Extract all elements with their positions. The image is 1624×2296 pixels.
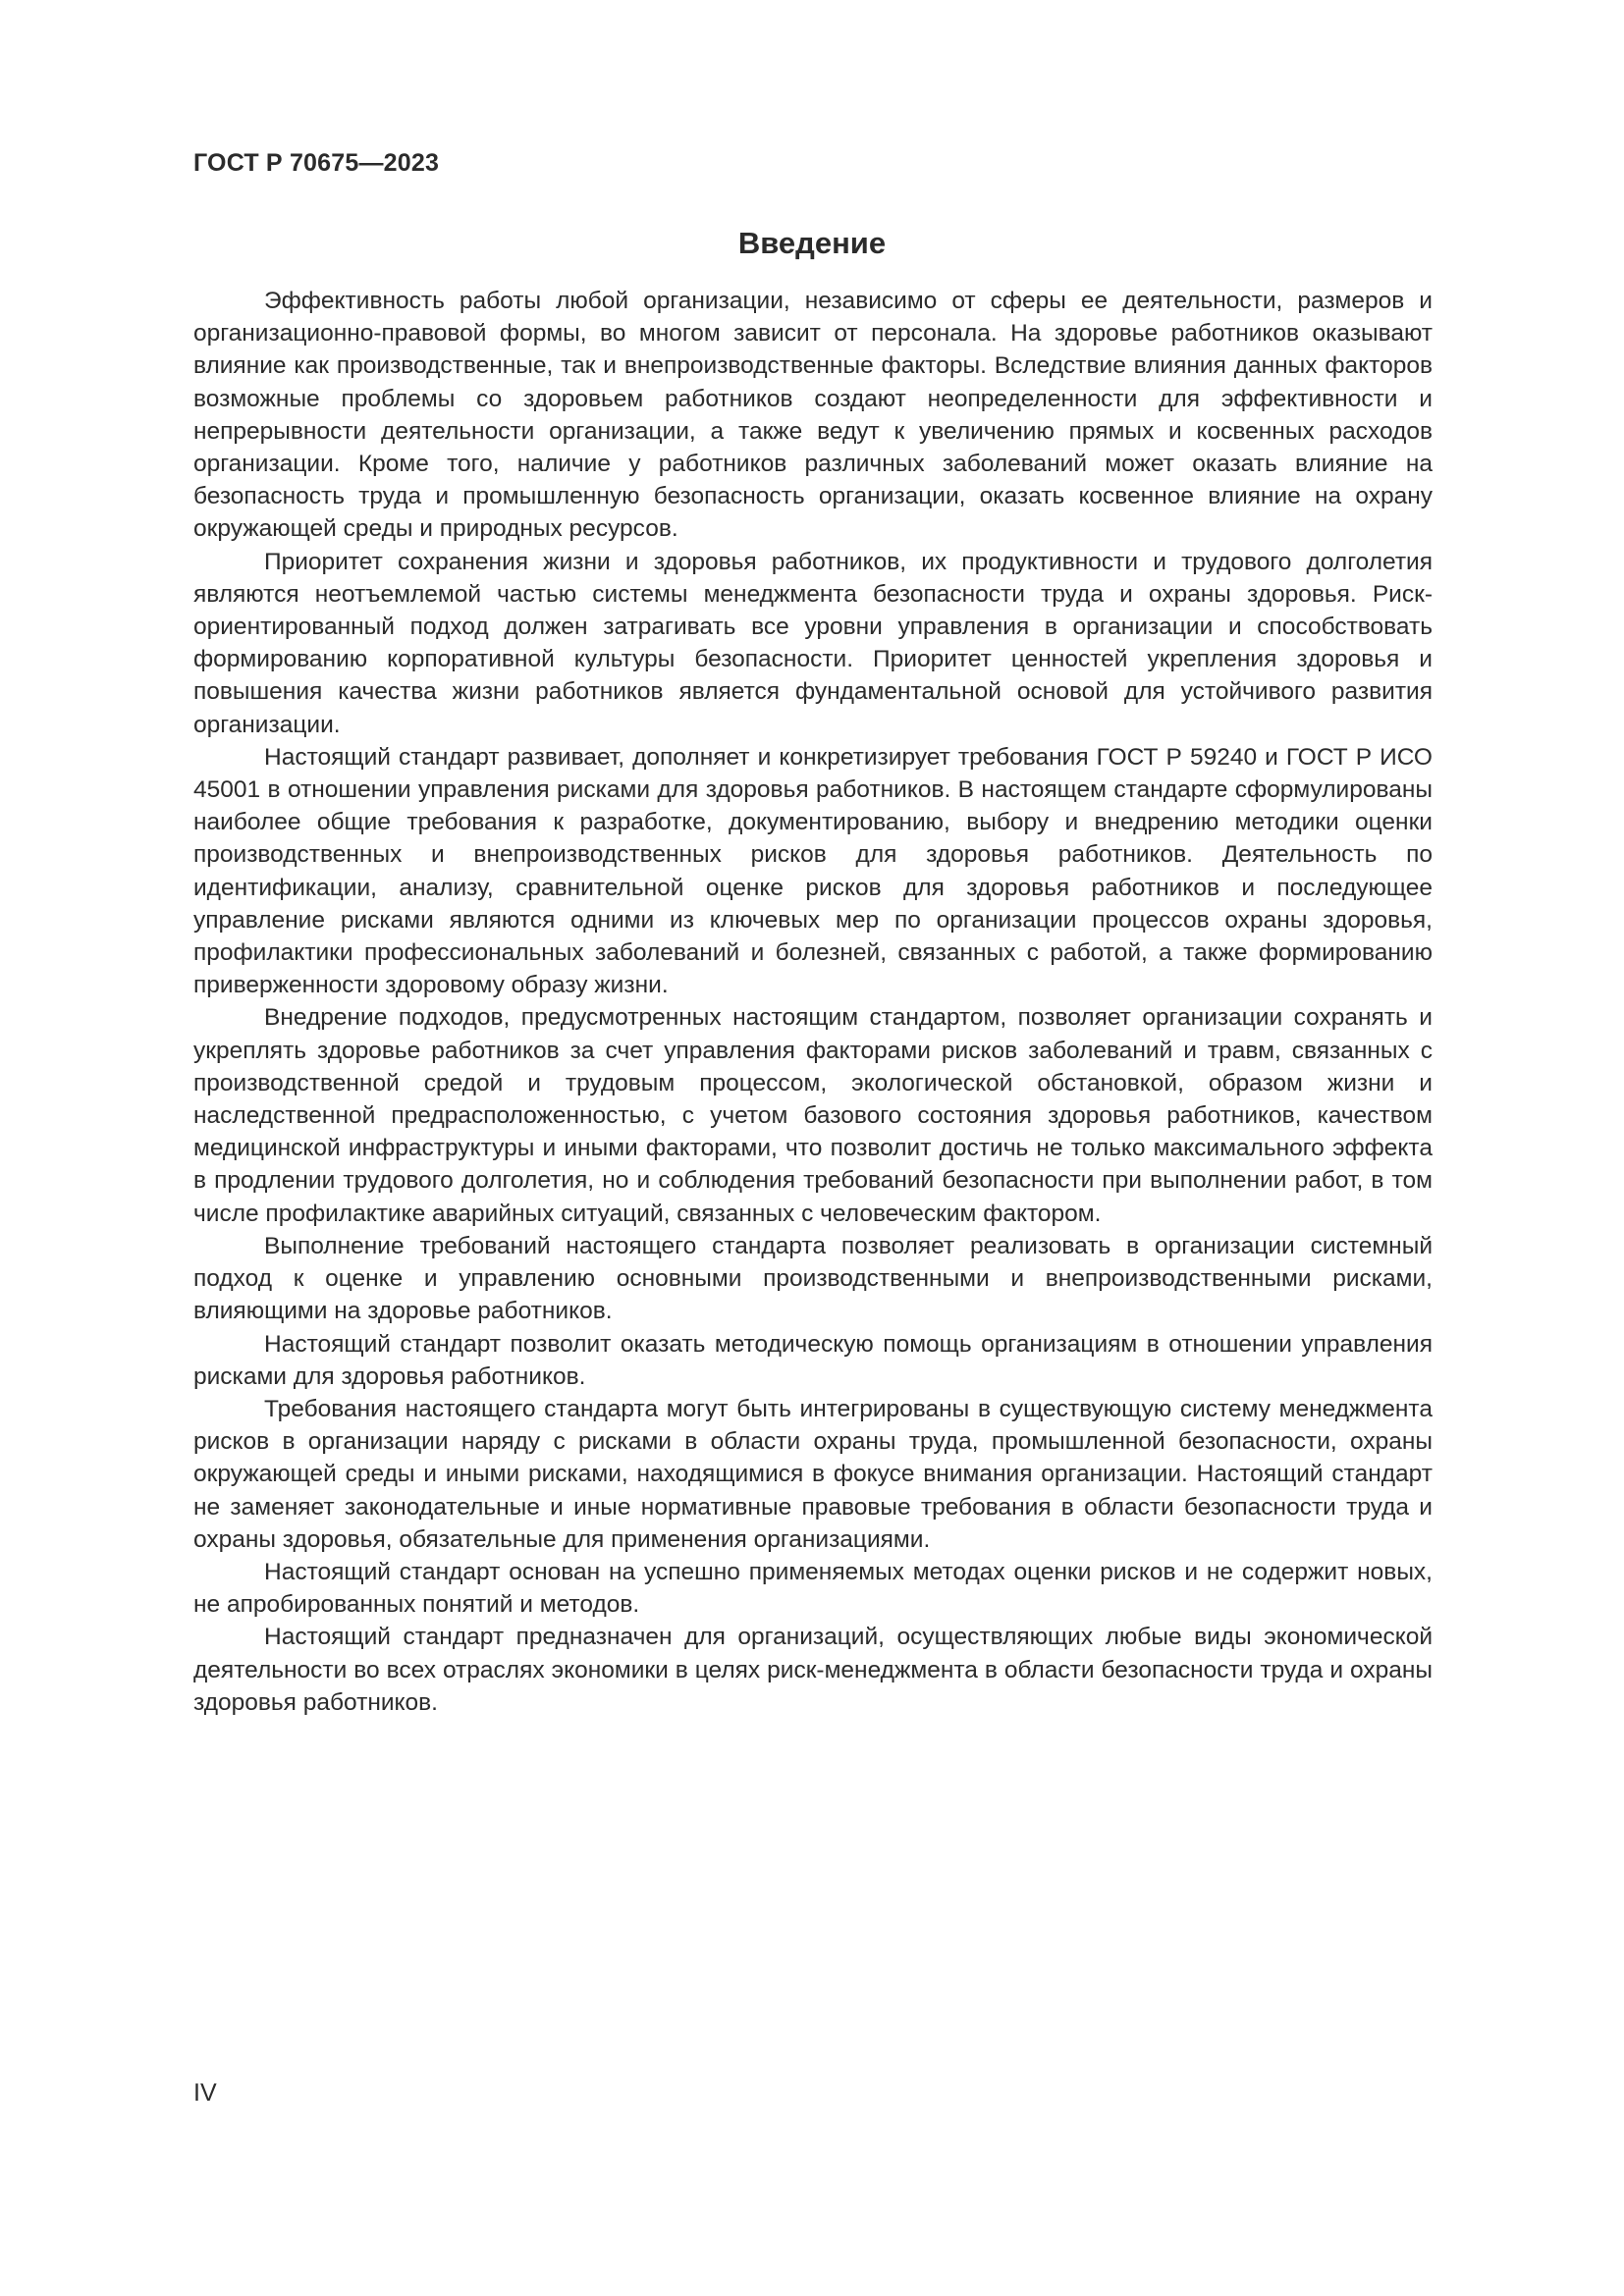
paragraph: Эффективность работы любой организации, независимо от сферы ее деятельности, размеров и организационно-правовой формы, во многом зависит от персонала. На здоровье работников оказывают влияние как производственные, так и внепроизводственные факторы. Вследствие влияния данных факторов возможные проблемы со здоровьем работников создают неопределенности для эффективности и непрерывности деятельности организации, а также ведут к увеличению прямых и косвенных расходов организации. Кроме того, наличие у работников различных заболеваний может оказать влияние на безопасность труда и промышленную безопасность организации, оказать косвенное влияние на охрану окружающей среды и природных ресурсов. — [193, 288, 1433, 543]
page-number: IV — [193, 2079, 217, 2107]
body-text — [193, 285, 1433, 1719]
paragraph: Настоящий стандарт предназначен для организаций, осуществляющих любые виды экономической деятельности во всех отраслях экономики в целях риск-менеджмента в области безопасности труда и охраны здоровья работников. — [193, 1624, 1433, 1716]
paragraph: Внедрение подходов, предусмотренных настоящим стандартом, позволяет организации сохранять и укреплять здоровье работников за счет управления факторами рисков заболеваний и травм, связанных с производственной средой и трудовым процессом, экологической обстановкой, образом жизни и наследственной предрасположенностью, с учетом базового состояния здоровья работников, качеством медицинской инфраструктуры и иными факторами, что позволит достичь не только максимального эффекта в продлении трудового долголетия, но и соблюдения требований безопасности при выполнении работ, в том числе профилактике аварийных ситуаций, связанных с человеческим фактором. — [193, 1004, 1433, 1227]
paragraph: Требования настоящего стандарта могут быть интегрированы в существующую систему менеджмента рисков в организации наряду с рисками в области охраны труда, промышленной безопасности, охраны окружающей среды и иными рисками, находящимися в фокусе внимания организации. Настоящий стандарт не заменяет законодательные и иные нормативные правовые требования в области безопасности труда и охраны здоровья, обязательные для применения организациями. — [193, 1395, 1433, 1553]
paragraph: Настоящий стандарт основан на успешно применяемых методах оценки рисков и не содержит новых, не апробированных понятий и методов. — [193, 1558, 1433, 1619]
paragraph: Приоритет сохранения жизни и здоровья работников, их продуктивности и трудового долголетия являются неотъемлемой частью системы менеджмента безопасности труда и охраны здоровья. Риск-ориентированный подход должен затрагивать все уровни управления в организации и способствовать формированию корпоративной культуры безопасности. Приоритет ценностей укрепления здоровья и повышения качества жизни работников является фундаментальной основой для устойчивого развития организации. — [193, 548, 1433, 738]
standard-id-header: ГОСТ Р 70675—2023 — [193, 149, 440, 177]
paragraph: Выполнение требований настоящего стандарта позволяет реализовать в организации системный подход к оценке и управлению основными производственными и внепроизводственными рисками, влияющими на здоровье работников. — [193, 1232, 1433, 1325]
paragraph: Настоящий стандарт развивает, дополняет и конкретизирует требования ГОСТ Р 59240 и ГОСТ Р ИСО 45001 в отношении управления рисками для здоровья работников. В настоящем стандарте сформулированы наиболее общие требования к разработке, документированию, выбору и внедрению методики оценки производственных и внепроизводственных рисков для здоровья работников. Деятельность по идентификации, анализу, сравнительной оценке рисков для здоровья работников и последующее управление рисками являются одними из ключевых мер по организации процессов охраны здоровья, профилактики профессиональных заболеваний и болезней, связанных с работой, а также формированию приверженности здоровому образу жизни. — [193, 743, 1433, 999]
section-title: Введение — [737, 226, 887, 260]
paragraph: Настоящий стандарт позволит оказать методическую помощь организациям в отношении управления рисками для здоровья работников. — [193, 1330, 1433, 1390]
